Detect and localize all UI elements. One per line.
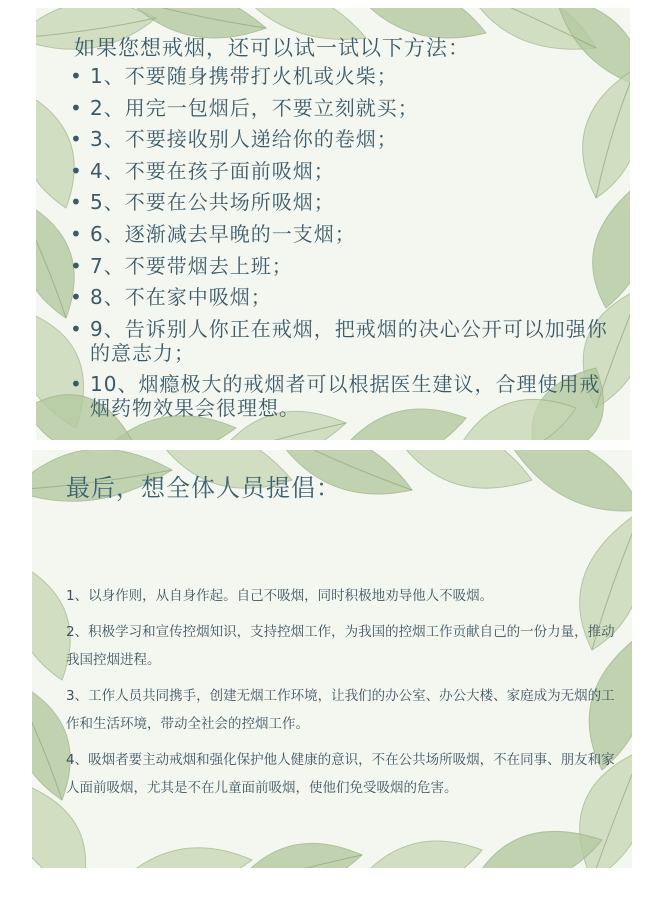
bullet-icon: • bbox=[70, 95, 83, 120]
advocacy-paragraph: 3、工作人员共同携手，创建无烟工作环境，让我们的办公室、办公大楼、家庭成为无烟的工作和生活环境，带动全社会的控烟工作。 bbox=[66, 688, 615, 732]
bullet-icon: • bbox=[70, 127, 83, 152]
tip-text: 8、不在家中吸烟； bbox=[90, 285, 272, 310]
bullet-icon: • bbox=[70, 190, 83, 215]
tip-item bbox=[70, 96, 618, 120]
tip-text: 9、告诉别人你正在戒烟，把戒烟的决心公开可以加强你的意志力； bbox=[90, 316, 608, 365]
tip-text: 6、逐渐减去早晚的一支烟； bbox=[90, 221, 356, 246]
advocacy-paragraph: 4、吸烟者要主动戒烟和强化保护他人健康的意识，不在公共场所吸烟，不在同事、朋友和家人面前吸烟，尤其是不在儿童面前吸烟，使他们免受吸烟的危害。 bbox=[66, 752, 615, 796]
advocacy-heading: 最后，想全体人员提倡： bbox=[66, 474, 341, 502]
tip-text: 3、不要接收别人递给你的卷烟； bbox=[90, 127, 398, 152]
tip-text: 10、烟瘾极大的戒烟者可以根据医生建议，合理使用戒烟药物效果会很理想。 bbox=[90, 372, 601, 421]
tip-text: 5、不要在公共场所吸烟； bbox=[90, 190, 335, 215]
tip-text: 7、不要带烟去上班； bbox=[90, 253, 293, 278]
bullet-icon: • bbox=[70, 316, 83, 341]
tip-text: 2、用完一包烟后，不要立刻就买； bbox=[90, 95, 419, 120]
bullet-icon: • bbox=[70, 285, 83, 310]
tip-item bbox=[70, 127, 618, 151]
tip-item bbox=[70, 222, 618, 246]
tip-text: 1、不要随身携带打火机或火柴； bbox=[90, 64, 398, 88]
advocacy-paragraph: 1、以身作则，从自身作起。自己不吸烟，同时积极地劝导他人不吸烟。 bbox=[66, 588, 494, 604]
bullet-icon: • bbox=[70, 221, 83, 246]
quit-tips-heading: 如果您想戒烟，还可以试一试以下方法： bbox=[74, 36, 470, 60]
tip-text: 4、不要在孩子面前吸烟； bbox=[90, 158, 335, 183]
slide-quit-tips bbox=[36, 8, 630, 440]
tip-item bbox=[70, 64, 618, 88]
bullet-icon: • bbox=[70, 253, 83, 278]
quit-tips-list bbox=[70, 64, 618, 420]
tip-item bbox=[70, 159, 618, 183]
bullet-icon: • bbox=[70, 158, 83, 183]
tip-item bbox=[70, 190, 618, 214]
tip-item bbox=[70, 254, 618, 278]
advocacy-content bbox=[66, 472, 622, 810]
advocacy-paragraph: 2、积极学习和宣传控烟知识，支持控烟工作，为我国的控烟工作贡献自己的一份力量，推动我国控烟进程。 bbox=[66, 624, 615, 668]
tip-item bbox=[70, 285, 618, 309]
quit-tips-content bbox=[70, 34, 618, 428]
tip-item bbox=[70, 372, 618, 420]
tip-item bbox=[70, 317, 618, 365]
bullet-icon: • bbox=[70, 372, 83, 397]
slide-advocacy bbox=[32, 450, 632, 868]
bullet-icon: • bbox=[70, 64, 83, 88]
